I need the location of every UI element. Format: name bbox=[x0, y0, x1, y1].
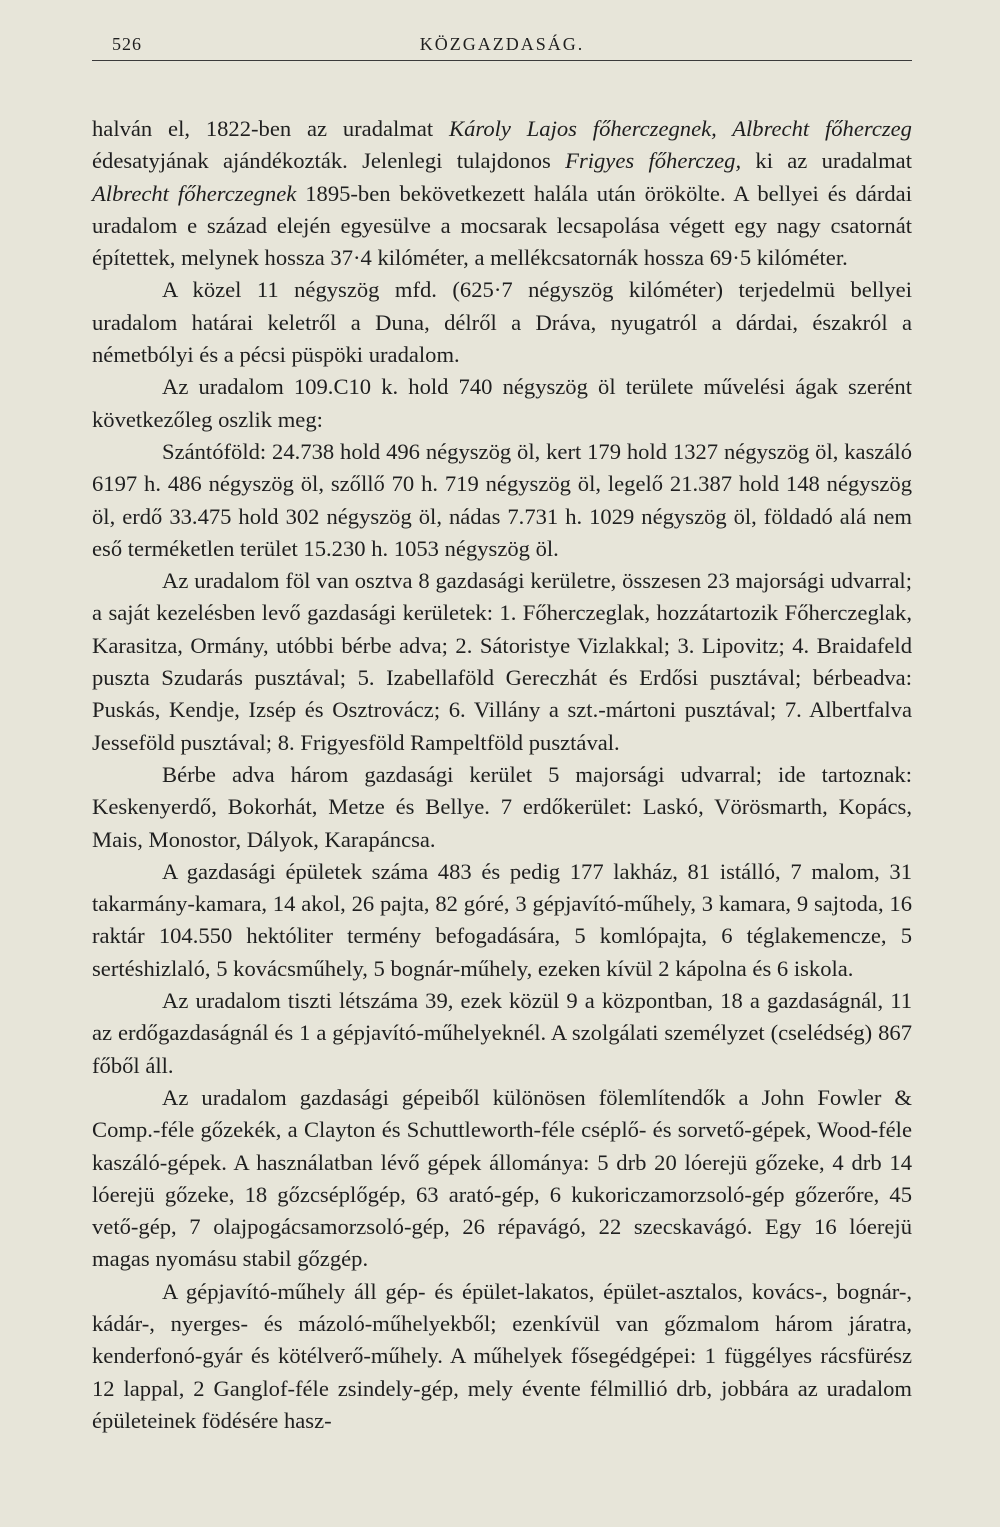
italic-text-segment: Albrecht főherczegnek bbox=[92, 180, 297, 206]
running-header bbox=[92, 26, 912, 61]
text-segment: ki az uradalmat bbox=[741, 148, 912, 174]
paragraph bbox=[92, 856, 912, 985]
paragraph bbox=[92, 759, 912, 856]
italic-text-segment: Frigyes főherczeg, bbox=[565, 148, 742, 174]
text-segment: Az uradalom föl van osztva 8 gazdasági kerületre, összesen 23 majorsági udvarral; a saját kezelésben levő gazdasági kerületek: 1. Főherczeglak, hozzátartozik Főherczeglak, Karasitza, Ormány, utóbbi bérbe adva; 2. Sátoristye Vizlakkal; 3. Lipovitz; 4. Braidafeld puszta Szudarás pusztával; 5. Izabellaföld Gereczhát és Erdősi pusztával; bérbeadva: Puskás, Kendje, Izsép és Osztrovácz; 6. Villány a szt.-mártoni pusztával; 7. Albertfalva Jesseföld pusztával; 8. Frigyesföld Rampeltföld pusztával. bbox=[92, 568, 912, 755]
text-segment: Bérbe adva három gazdasági kerület 5 majorsági udvarral; ide tartoznak: Keskenyerdő, Bokorhát, Metze és Bellye. 7 erdőkerület: Laskó, Vörösmarth, Kopács, Mais, Monostor, Dályok, Karapáncsa. bbox=[92, 761, 912, 852]
text-segment: 1895-ben bekövetkezett halála után örökölte. A bellyei és dárdai uradalom e század elején egyesülve a mocsarak lecsapolása végett egy nagy csatornát építettek, melynek hossza 37·4 kilóméter, a mellékcsatornák hossza 69·5 kilóméter. bbox=[92, 180, 912, 271]
text-segment: A gépjavító-műhely áll gép- és épület-lakatos, épület-asztalos, kovács-, bognár-, kádár-, nyerges- és mázoló-műhelyekből; ezenkívül van gőzmalom három járatra, kenderfonó-gyár és kötélverő-műhely. A műhelyek fősegédgépei: 1 függélyes rácsfürész 12 lappal, 2 Ganglof-féle zsindely-gép, mely évente félmillió drb, jobbára az uradalom épületeinek födésére hasz- bbox=[92, 1278, 912, 1433]
page-number: 526 bbox=[112, 34, 142, 54]
text-segment: Az uradalom 109.C10 k. hold 740 négyszög öl területe művelési ágak szerént következőleg oszlik meg: bbox=[92, 374, 912, 432]
paragraph bbox=[92, 1276, 912, 1437]
text-segment: A közel 11 négyszög mfd. (625·7 négyszög kilóméter) terjedelmü bellyei uradalom határai keletről a Duna, délről a Dráva, nyugatról a dárdai, északról a németbólyi és a pécsi püspöki uradalom. bbox=[92, 277, 912, 368]
text-segment: A gazdasági épületek száma 483 és pedig 177 lakház, 81 istálló, 7 malom, 31 takarmány-kamara, 14 akol, 26 pajta, 82 góré, 3 gépjavító-műhely, 3 kamara, 9 sajtoda, 16 raktár 104.550 hektóliter termény befogadására, 5 komlópajta, 6 téglakemencze, 5 sertéshizlaló, 5 kovácsműhely, 5 bognár-műhely, ezeken kívül 2 kápolna és 6 iskola. bbox=[92, 858, 912, 981]
text-segment: Szántóföld: 24.738 hold 496 négyszög öl, kert 179 hold 1327 négyszög öl, kaszáló 6197 h. 486 négyszög öl, szőllő 70 h. 719 négyszög öl, legelő 21.387 hold 148 négyszög öl, erdő 33.475 hold 302 négyszög öl, nádas 7.731 h. 1029 négyszög öl, földadó alá nem eső terméketlen terület 15.230 h. 1053 négyszög öl. bbox=[92, 438, 912, 561]
paragraph bbox=[92, 436, 912, 565]
paragraph bbox=[92, 113, 912, 274]
paragraph bbox=[92, 565, 912, 759]
running-title: KÖZGAZDASÁG. bbox=[419, 34, 585, 54]
text-segment: halván el, 1822-ben az uradalmat bbox=[92, 116, 449, 141]
paragraph bbox=[92, 1082, 912, 1276]
text-segment: édesatyjának ajándékozták. Jelenlegi tulajdonos bbox=[92, 148, 566, 174]
text-segment: Az uradalom tiszti létszáma 39, ezek közül 9 a központban, 18 a gazdaságnál, 11 az erdőgazdaságnál és 1 a gépjavító-műhelyeknél. A szolgálati személyzet (cselédség) 867 főből áll. bbox=[92, 988, 912, 1078]
italic-text-segment: Károly Lajos főherczegnek, Albrecht főherczeg bbox=[449, 116, 912, 141]
body-text bbox=[92, 113, 912, 1437]
paragraph bbox=[92, 371, 912, 436]
paragraph bbox=[92, 985, 912, 1082]
text-segment: Az uradalom gazdasági gépeiből különösen fölemlítendők a John Fowler & Comp.-féle gőzekék, a Clayton és Schuttleworth-féle cséplő- és sorvető-gépek, Wood-féle kaszáló-gépek. A használatban lévő gépek állománya: 5 drb 20 lóerejü gőzeke, 4 drb 14 lóerejü gőzeke, 18 gőzcséplőgép, 63 arató-gép, 6 kukoriczamorzsoló-gép gőzerőre, 45 vető-gép, 7 olajpogácsamorzsoló-gép, 26 répavágó, 22 szecskavágó. Egy 16 lóerejü magas nyomásu stabil gőzgép. bbox=[92, 1084, 912, 1272]
paragraph bbox=[92, 274, 912, 371]
